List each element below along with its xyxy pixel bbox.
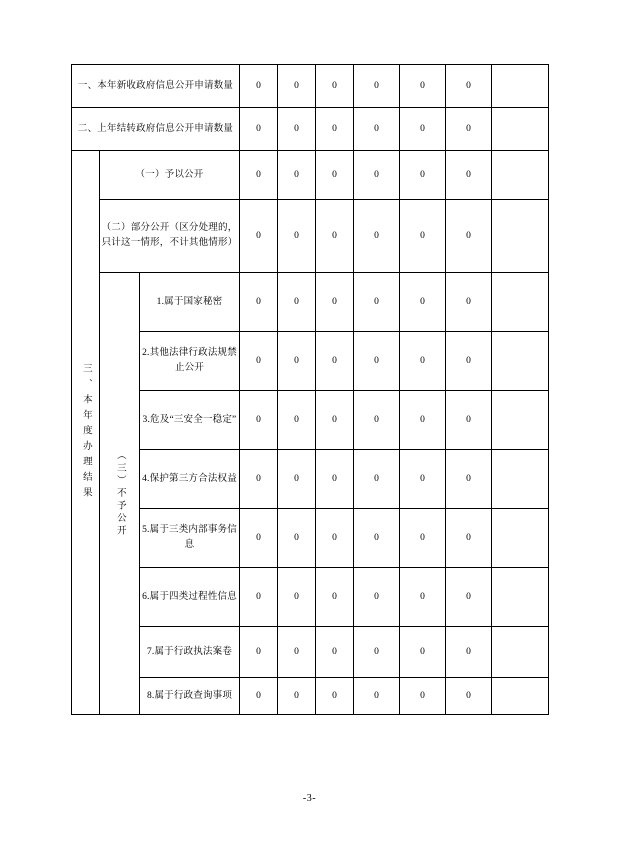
row-label-new-applications: 一、本年新收政府信息公开申请数量 <box>72 65 240 108</box>
cell-value: 0 <box>400 273 446 332</box>
table-row <box>72 509 549 568</box>
cell-value: 0 <box>240 151 278 200</box>
cell-value: 0 <box>400 200 446 273</box>
cell-value: 0 <box>278 627 316 678</box>
row-label-carried-over: 二、上年结转政府信息公开申请数量 <box>72 108 240 151</box>
cell-value: 0 <box>446 509 492 568</box>
table-row <box>72 391 549 450</box>
item-label-enforcement-files: 7.属于行政执法案卷 <box>140 627 240 678</box>
cell-value: 0 <box>240 391 278 450</box>
cell-value <box>492 273 549 332</box>
cell-value: 0 <box>354 273 400 332</box>
cell-value: 0 <box>316 678 354 715</box>
cell-value: 0 <box>240 450 278 509</box>
cell-value: 0 <box>446 151 492 200</box>
cell-value: 0 <box>400 568 446 627</box>
cell-value: 0 <box>446 273 492 332</box>
cell-value <box>492 151 549 200</box>
table-row <box>72 568 549 627</box>
cell-value: 0 <box>400 627 446 678</box>
cell-value <box>492 200 549 273</box>
cell-value: 0 <box>316 450 354 509</box>
cell-value: 0 <box>446 200 492 273</box>
table-row <box>72 151 549 200</box>
cell-value: 0 <box>354 568 400 627</box>
item-label-internal-affairs: 5.属于三类内部事务信息 <box>140 509 240 568</box>
item-label-third-party-rights: 4.保护第三方合法权益 <box>140 450 240 509</box>
cell-value: 0 <box>400 108 446 151</box>
cell-value: 0 <box>400 678 446 715</box>
cell-value: 0 <box>400 65 446 108</box>
item-label-admin-inquiry: 8.属于行政查询事项 <box>140 678 240 715</box>
cell-value: 0 <box>400 391 446 450</box>
cell-value: 0 <box>354 391 400 450</box>
cell-value: 0 <box>278 450 316 509</box>
cell-value <box>492 678 549 715</box>
cell-value: 0 <box>316 200 354 273</box>
table-row <box>72 273 549 332</box>
cell-value: 0 <box>446 332 492 391</box>
cell-value: 0 <box>354 627 400 678</box>
cell-value: 0 <box>446 678 492 715</box>
cell-value: 0 <box>446 65 492 108</box>
cell-value: 0 <box>278 65 316 108</box>
cell-value: 0 <box>316 627 354 678</box>
cell-value: 0 <box>354 151 400 200</box>
cell-value: 0 <box>400 509 446 568</box>
cell-value: 0 <box>400 151 446 200</box>
cell-value <box>492 332 549 391</box>
cell-value: 0 <box>240 568 278 627</box>
cell-value: 0 <box>240 108 278 151</box>
cell-value: 0 <box>278 273 316 332</box>
cell-value: 0 <box>316 151 354 200</box>
government-info-disclosure-table <box>71 64 549 715</box>
cell-value: 0 <box>354 332 400 391</box>
cell-value: 0 <box>316 108 354 151</box>
cell-value: 0 <box>316 568 354 627</box>
cell-value: 0 <box>446 568 492 627</box>
subgroup-label-partial-disclosure: （二）部分公开（区分处理的，只计这一情形，不计其他情形） <box>100 200 240 273</box>
item-label-process-info: 6.属于四类过程性信息 <box>140 568 240 627</box>
cell-value: 0 <box>278 332 316 391</box>
cell-value: 0 <box>400 332 446 391</box>
report-table-container <box>71 64 548 715</box>
cell-value: 0 <box>316 391 354 450</box>
item-label-three-safety: 3.危及“三安全一稳定” <box>140 391 240 450</box>
cell-value: 0 <box>278 568 316 627</box>
cell-value: 0 <box>316 332 354 391</box>
cell-value: 0 <box>240 627 278 678</box>
cell-value: 0 <box>278 509 316 568</box>
cell-value: 0 <box>316 509 354 568</box>
table-row <box>72 108 549 151</box>
table-row <box>72 678 549 715</box>
cell-value <box>492 568 549 627</box>
cell-value: 0 <box>354 678 400 715</box>
table-row <box>72 332 549 391</box>
item-label-state-secret: 1.属于国家秘密 <box>140 273 240 332</box>
cell-value: 0 <box>400 450 446 509</box>
cell-value: 0 <box>354 450 400 509</box>
cell-value: 0 <box>240 678 278 715</box>
cell-value: 0 <box>446 391 492 450</box>
cell-value <box>492 509 549 568</box>
cell-value <box>492 450 549 509</box>
cell-value: 0 <box>240 273 278 332</box>
item-label-law-prohibited: 2.其他法律行政法规禁止公开 <box>140 332 240 391</box>
cell-value <box>492 627 549 678</box>
subgroup-label-full-disclosure: （一）予以公开 <box>100 151 240 200</box>
cell-value: 0 <box>354 509 400 568</box>
cell-value: 0 <box>240 332 278 391</box>
table-row <box>72 65 549 108</box>
table-row <box>72 627 549 678</box>
table-row <box>72 200 549 273</box>
cell-value: 0 <box>446 627 492 678</box>
cell-value: 0 <box>278 151 316 200</box>
cell-value: 0 <box>354 108 400 151</box>
cell-value <box>492 391 549 450</box>
cell-value: 0 <box>446 450 492 509</box>
cell-value: 0 <box>278 200 316 273</box>
cell-value: 0 <box>354 200 400 273</box>
cell-value <box>492 108 549 151</box>
group-label-annual-results: 三、本年度办理结果 <box>72 151 100 715</box>
cell-value: 0 <box>278 108 316 151</box>
cell-value: 0 <box>316 65 354 108</box>
cell-value: 0 <box>240 509 278 568</box>
subgroup-label-not-disclosed: （三）不予公开 <box>100 273 140 715</box>
cell-value: 0 <box>446 108 492 151</box>
cell-value: 0 <box>240 200 278 273</box>
cell-value: 0 <box>354 65 400 108</box>
cell-value: 0 <box>278 391 316 450</box>
cell-value <box>492 65 549 108</box>
cell-value: 0 <box>278 678 316 715</box>
page-number: -3- <box>302 793 317 804</box>
cell-value: 0 <box>240 65 278 108</box>
table-row <box>72 450 549 509</box>
cell-value: 0 <box>316 273 354 332</box>
